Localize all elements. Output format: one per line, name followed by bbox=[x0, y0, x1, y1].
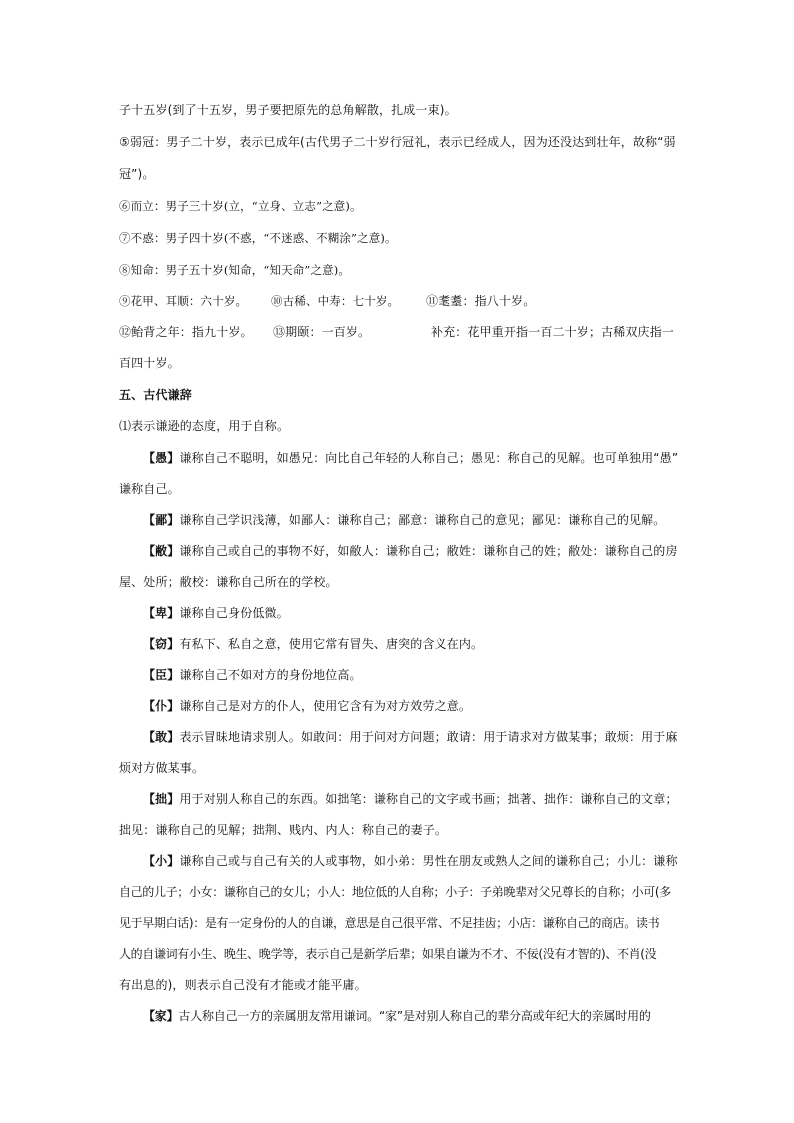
text-line: 百四十岁。 bbox=[119, 356, 180, 370]
entry-text: 谦称自己或自己的事物不好，如敝人：谦称自己；敝姓：谦称自己的姓；敝处：谦称自己的房 bbox=[179, 544, 678, 558]
entry-bi bbox=[143, 512, 679, 528]
entry-text: 谦称自己是对方的仆人，使用它含有为对方效劳之意。 bbox=[179, 699, 472, 713]
entry-text: 古人称自己一方的亲属朋友常用谦词。“家”是对别人称自己的辈分高或年纪大的亲属时用的 bbox=[178, 1009, 651, 1023]
text-line: 屋、处所；敝校：谦称自己所在的学校。 bbox=[119, 575, 338, 589]
entry-text: 谦称自己学识浅薄，如鄙人：谦称自己；鄙意：谦称自己的意见；鄙见：谦称自己的见解。 bbox=[179, 513, 666, 527]
text-line: ⑧知命：男子五十岁(知命，“知天命”之意)。 bbox=[119, 263, 351, 277]
text-line: 冠”)。 bbox=[119, 167, 155, 181]
entry-yu bbox=[143, 450, 679, 466]
entry-text: 谦称自己不聪明，如愚兄：向比自己年轻的人称自己；愚见：称自己的见解。也可单独用“愚” bbox=[179, 451, 679, 465]
entry-pu bbox=[143, 698, 679, 714]
text-line: 见于早期白话)：是有一定身份的人的自谦，意思是自己很平常、不足挂齿；小店：谦称自己的商店。读书 bbox=[119, 916, 660, 930]
text-line: 有出息的)，则表示自己没有才能或才能平庸。 bbox=[119, 978, 367, 992]
age-eighty: ⑪耄耋：指八十岁。 bbox=[426, 294, 536, 308]
text-line: 谦称自己。 bbox=[119, 482, 180, 496]
entry-xiao bbox=[143, 853, 679, 869]
entry-text: 谦称自己或与自己有关的人或事物，如小弟：男性在朋友或熟人之间的谦称自己；小儿：谦称 bbox=[179, 854, 678, 868]
entry-qie bbox=[143, 636, 679, 652]
entry-key: 【臣】 bbox=[143, 668, 180, 682]
entry-key: 【家】 bbox=[143, 1009, 179, 1023]
text-line-ages bbox=[119, 293, 679, 309]
text-line: 子十五岁(到了十五岁，男子要把原先的总角解散，扎成一束)。 bbox=[119, 103, 457, 117]
entry-text: 表示冒昧地请求别人。如敢问：用于问对方问题；敢请：用于请求对方做某事；敢烦：用于麻 bbox=[179, 730, 678, 744]
age-hundred: ⑬期颐：一百岁。 bbox=[273, 325, 371, 339]
entry-text: 谦称自己身份低微。 bbox=[179, 606, 289, 620]
text-line: 烦对方做某事。 bbox=[119, 761, 205, 775]
text-line: ⑥而立：男子三十岁(立，“立身、立志”之意)。 bbox=[119, 199, 362, 213]
entry-key: 【拙】 bbox=[143, 792, 180, 806]
entry-gan bbox=[143, 729, 679, 745]
supplement-note: 补充：花甲重开指一百二十岁；古稀双庆指一 bbox=[431, 325, 675, 339]
age-sixty: ⑨花甲、耳顺：六十岁。 bbox=[119, 294, 248, 308]
entry-key: 【鄙】 bbox=[143, 513, 180, 527]
age-seventy: ⑩古稀、中寿：七十岁。 bbox=[271, 294, 400, 308]
entry-key: 【仆】 bbox=[143, 699, 180, 713]
entry-chen bbox=[143, 667, 679, 683]
entry-key: 【窃】 bbox=[143, 637, 180, 651]
entry-text: 用于对别人称自己的东西。如拙笔：谦称自己的文字或书画；拙著、拙作：谦称自己的文章； bbox=[179, 792, 678, 806]
entry-text: 有私下、私自之意，使用它常有冒失、唐突的含义在内。 bbox=[179, 637, 484, 651]
entry-key: 【愚】 bbox=[143, 451, 180, 465]
age-ninety: ⑫鲐背之年：指九十岁。 bbox=[119, 325, 253, 339]
entry-key: 【敝】 bbox=[143, 544, 180, 558]
entry-bei bbox=[143, 605, 679, 621]
section-heading: 五、古代谦辞 bbox=[119, 388, 192, 402]
text-line: 自己的儿子；小女：谦称自己的女儿；小人：地位低的人自称；小子：子弟晚辈对父兄尊长的自称；小可(多 bbox=[119, 885, 671, 899]
entry-key: 【小】 bbox=[143, 854, 180, 868]
entry-key: 【敢】 bbox=[143, 730, 180, 744]
entry-bi2 bbox=[143, 543, 679, 559]
text-line: ⑤弱冠：男子二十岁，表示已成年(古代男子二十岁行冠礼，表示已经成人，因为还没达到壮年，故称“弱 bbox=[119, 135, 676, 149]
entry-zhuo bbox=[143, 791, 679, 807]
entry-key: 【卑】 bbox=[143, 606, 180, 620]
sub-heading: ⑴表示谦逊的态度，用于自称。 bbox=[119, 419, 290, 433]
text-line-ages-2 bbox=[119, 324, 679, 340]
text-line: 人的自谦词有小生、晚生、晚学等，表示自己是新学后辈；如果自谦为不才、不佞(没有才智的)、不肖(没 bbox=[119, 947, 657, 961]
text-line: 拙见：谦称自己的见解；拙荆、贱内、内人：称自己的妻子。 bbox=[119, 823, 448, 837]
entry-text: 谦称自己不如对方的身份地位高。 bbox=[179, 668, 362, 682]
text-line: ⑦不惑：男子四十岁(不惑，“不迷惑、不糊涂”之意)。 bbox=[119, 231, 397, 245]
entry-jia bbox=[143, 1008, 679, 1024]
